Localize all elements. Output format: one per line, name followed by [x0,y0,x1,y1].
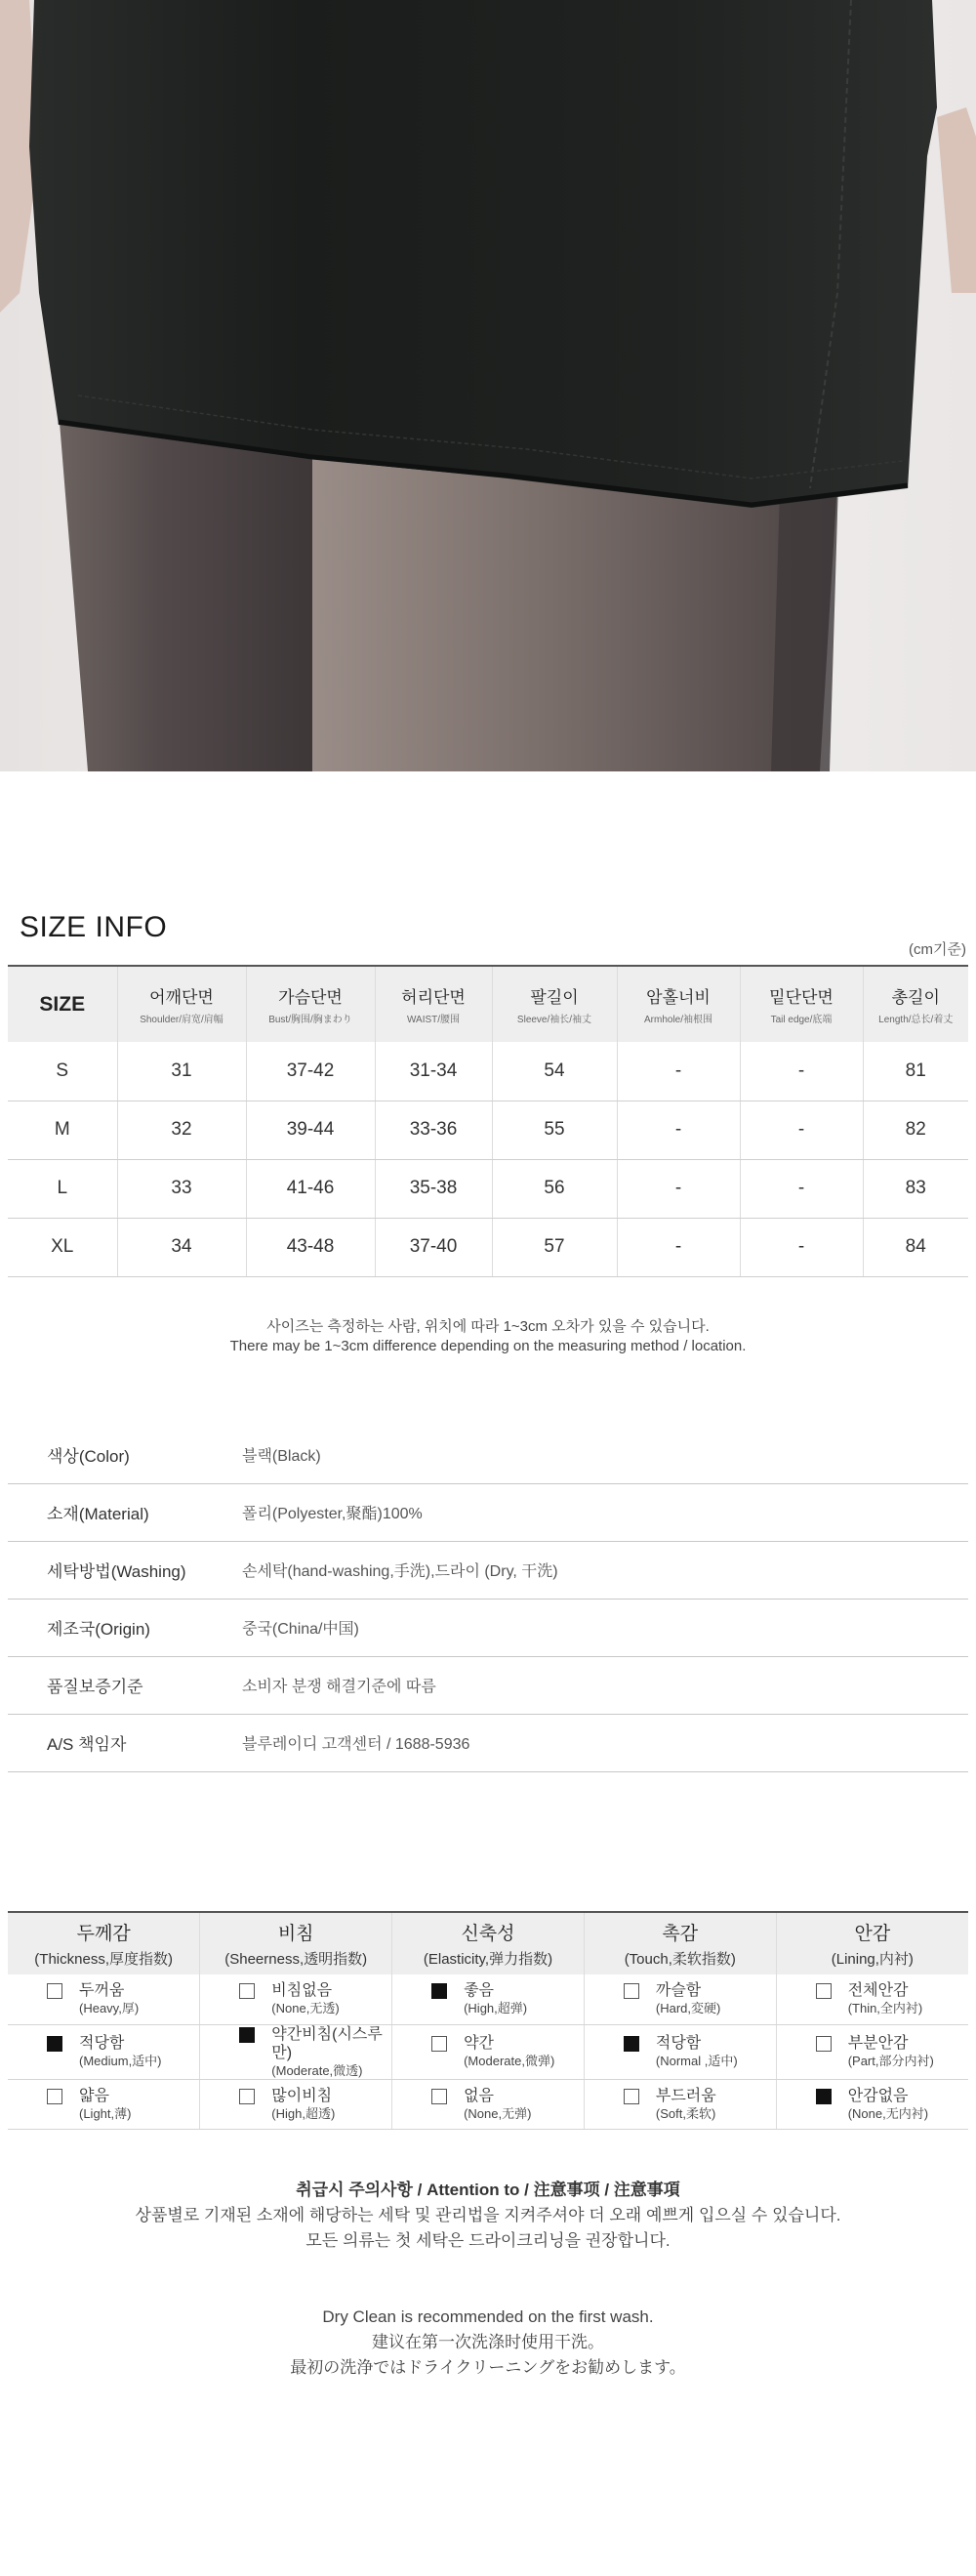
size-table-header [8,966,968,1042]
unchecked-box-icon [431,2036,447,2052]
option-label: 부드러움 [655,2087,716,2104]
unchecked-box-icon [624,2089,639,2104]
attribute-cell [776,1974,968,2024]
option-sublabel: (High,超透) [271,2105,336,2121]
measurement-note-ko: 사이즈는 측정하는 사람, 위치에 따라 1~3cm 오차가 있을 수 있습니다. [266,1318,710,1335]
table-cell: 34 [117,1218,246,1276]
info-value: 소비자 분쟁 해결기준에 따름 [242,1656,968,1714]
table-cell: 83 [863,1159,968,1218]
table-cell: XL [8,1218,117,1276]
col-header-shoulder: 어깨단면 Shoulder/肩宽/肩幅 [117,966,246,1042]
attr-header-touch: 촉감 (Touch,柔软指数) [584,1912,776,1974]
table-cell: 41-46 [246,1159,375,1218]
info-row-as [8,1714,968,1771]
table-cell: - [617,1159,740,1218]
option-label: 까슬함 [655,1982,702,2000]
attribute-option [624,1981,776,2016]
option-label: 전체안감 [847,1982,909,2000]
table-cell: 57 [492,1218,617,1276]
table-cell: - [740,1159,863,1218]
size-table [8,965,968,1277]
info-label: A/S 책임자 [8,1714,242,1771]
option-label: 두꺼움 [79,1982,125,2000]
fabric-attribute-table [8,1911,968,2130]
info-label: 품질보증기준 [8,1656,242,1714]
attribute-cell [8,1974,200,2024]
table-cell: 43-48 [246,1218,375,1276]
table-row [8,2024,968,2079]
attribute-option [47,1981,199,2016]
attribute-cell [392,2079,585,2129]
checked-box-icon [624,2036,639,2052]
attribute-cell [8,2024,200,2079]
product-info-table [8,1426,968,1772]
attr-header-thickness: 두께감 (Thickness,厚度指数) [8,1912,200,1974]
option-sublabel: (Normal ,适中) [655,2054,738,2068]
attribute-cell [200,1974,392,2024]
attribute-option [239,1981,391,2016]
table-row [8,1218,968,1276]
attribute-option [816,2087,968,2122]
table-row [8,1974,968,2024]
option-sublabel: (Heavy,厚) [79,2001,140,2016]
option-sublabel: (Moderate,微弹) [464,2054,555,2068]
table-cell: 56 [492,1159,617,1218]
attribute-cell [392,1974,585,2024]
option-sublabel: (None,无弹) [464,2105,532,2121]
table-cell: 31 [117,1042,246,1101]
care-line: Dry Clean is recommended on the first wash. [322,2307,654,2326]
table-row [8,2079,968,2129]
table-cell: 55 [492,1101,617,1159]
info-label: 색상(Color) [8,1426,242,1483]
attribute-option [624,2087,776,2122]
table-cell: - [740,1042,863,1101]
info-row-washing [8,1541,968,1599]
option-label: 적당함 [79,2035,125,2052]
attr-header-lining: 안감 (Lining,内衬) [776,1912,968,1974]
option-sublabel: (Medium,适中) [79,2054,162,2068]
care-notes [0,2178,976,2381]
attribute-option [624,2034,776,2069]
attribute-option [47,2087,199,2122]
option-label: 많이비침 [271,2087,333,2104]
table-cell: 32 [117,1101,246,1159]
attribute-option [431,2087,584,2122]
option-label: 얇음 [79,2087,109,2104]
info-value: 중국(China/中国) [242,1599,968,1656]
unit-note: (cm기준) [909,941,966,958]
table-cell: 31-34 [375,1042,492,1101]
option-label: 부분안감 [847,2035,909,2052]
info-row-warranty [8,1656,968,1714]
attribute-cell [8,2079,200,2129]
option-label: 약간비침(시스루만) [271,2025,383,2061]
option-label: 없음 [464,2087,495,2104]
option-sublabel: (Part,部分内衬) [847,2054,934,2068]
attribute-cell [584,2024,776,2079]
attr-header-sheerness: 비침 (Sheerness,透明指数) [200,1912,392,1974]
attribute-cell [776,2024,968,2079]
info-label: 소재(Material) [8,1483,242,1541]
option-label: 적당함 [655,2035,702,2052]
attribute-option [239,2087,391,2122]
table-cell: 84 [863,1218,968,1276]
attribute-option [431,1981,584,2016]
option-sublabel: (Moderate,微透) [271,2062,363,2078]
table-cell: - [617,1042,740,1101]
info-row-origin [8,1599,968,1656]
attribute-option [431,2034,584,2069]
measurement-note-en: There may be 1~3cm difference depending on the measuring method / location. [229,1338,747,1354]
attribute-option [239,2025,391,2079]
attribute-cell [584,2079,776,2129]
unchecked-box-icon [816,1983,832,1999]
table-cell: 82 [863,1101,968,1159]
table-cell: 37-42 [246,1042,375,1101]
table-row [8,1042,968,1101]
col-header-bust: 가슴단면 Bust/胸围/胸まわり [246,966,375,1042]
attribute-option [816,1981,968,2016]
table-cell: 81 [863,1042,968,1101]
info-value: 폴리(Polyester,聚酯)100% [242,1483,968,1541]
care-line: 建议在第一次洗涤时使用干洗。 [372,2333,604,2351]
product-photo [0,0,976,771]
table-cell: - [740,1101,863,1159]
care-line: 상품별로 기재된 소재에 해당하는 세탁 및 관리법을 지켜주셔야 더 오래 예쁘게 입으실 수 있습니다. [135,2206,841,2224]
attribute-cell [392,2024,585,2079]
table-cell: - [617,1218,740,1276]
checked-box-icon [239,2027,255,2043]
attribute-cell [200,2079,392,2129]
unchecked-box-icon [624,1983,639,1999]
attr-header-elasticity: 신축성 (Elasticity,弹力指数) [392,1912,585,1974]
col-header-tail-edge: 밑단단면 Tail edge/底端 [740,966,863,1042]
info-row-color [8,1426,968,1483]
option-sublabel: (None,无内衬) [847,2105,929,2121]
unchecked-box-icon [47,1983,62,1999]
col-header-size: SIZE [8,966,117,1042]
measurement-note [0,1317,976,1356]
info-value: 블랙(Black) [242,1426,968,1483]
option-sublabel: (Soft,柔软) [655,2105,716,2121]
checked-box-icon [816,2089,832,2104]
option-sublabel: (Hard,変硬) [655,2001,721,2016]
attribute-option [47,2034,199,2069]
table-cell: 37-40 [375,1218,492,1276]
checked-box-icon [47,2036,62,2052]
attribute-header-row [8,1912,968,1974]
info-label: 세탁방법(Washing) [8,1541,242,1599]
table-cell: 33-36 [375,1101,492,1159]
table-cell: 33 [117,1159,246,1218]
checked-box-icon [431,1983,447,1999]
option-label: 비침없음 [271,1982,333,2000]
col-header-sleeve: 팔길이 Sleeve/袖长/袖丈 [492,966,617,1042]
table-cell: 54 [492,1042,617,1101]
attribute-cell [584,1974,776,2024]
table-cell: M [8,1101,117,1159]
col-header-length: 총길이 Length/总长/着丈 [863,966,968,1042]
option-sublabel: (None,无透) [271,2001,340,2016]
table-cell: L [8,1159,117,1218]
info-value: 블루레이디 고객센터 / 1688-5936 [242,1714,968,1771]
table-cell: 35-38 [375,1159,492,1218]
option-sublabel: (High,超弹) [464,2001,528,2016]
attribute-cell [776,2079,968,2129]
unchecked-box-icon [239,1983,255,1999]
info-label: 제조국(Origin) [8,1599,242,1656]
table-cell: - [740,1218,863,1276]
option-sublabel: (Thin,全内衬) [847,2001,923,2016]
table-row [8,1159,968,1218]
care-line: 最初の洗浄ではドライクリーニングをお勧めします。 [290,2358,686,2377]
care-title: 취급시 주의사항 / Attention to / 注意事项 / 注意事項 [296,2181,680,2199]
care-line: 모든 의류는 첫 세탁은 드라이크리닝을 권장합니다. [305,2231,671,2250]
unchecked-box-icon [431,2089,447,2104]
table-row [8,1101,968,1159]
unchecked-box-icon [816,2036,832,2052]
attribute-cell [200,2024,392,2079]
col-header-armhole: 암홀너비 Armhole/袖根围 [617,966,740,1042]
table-cell: 39-44 [246,1101,375,1159]
option-label: 약간 [464,2035,495,2052]
unchecked-box-icon [239,2089,255,2104]
unchecked-box-icon [47,2089,62,2104]
size-info-title: SIZE INFO [20,911,168,943]
info-row-material [8,1483,968,1541]
info-value: 손세탁(hand-washing,手洗),드라이 (Dry, 干洗) [242,1541,968,1599]
col-header-waist: 허리단면 WAIST/腰围 [375,966,492,1042]
option-sublabel: (Light,薄) [79,2105,132,2121]
attribute-option [816,2034,968,2069]
table-cell: S [8,1042,117,1101]
option-label: 좋음 [464,1982,495,2000]
option-label: 안감없음 [847,2087,909,2104]
table-cell: - [617,1101,740,1159]
